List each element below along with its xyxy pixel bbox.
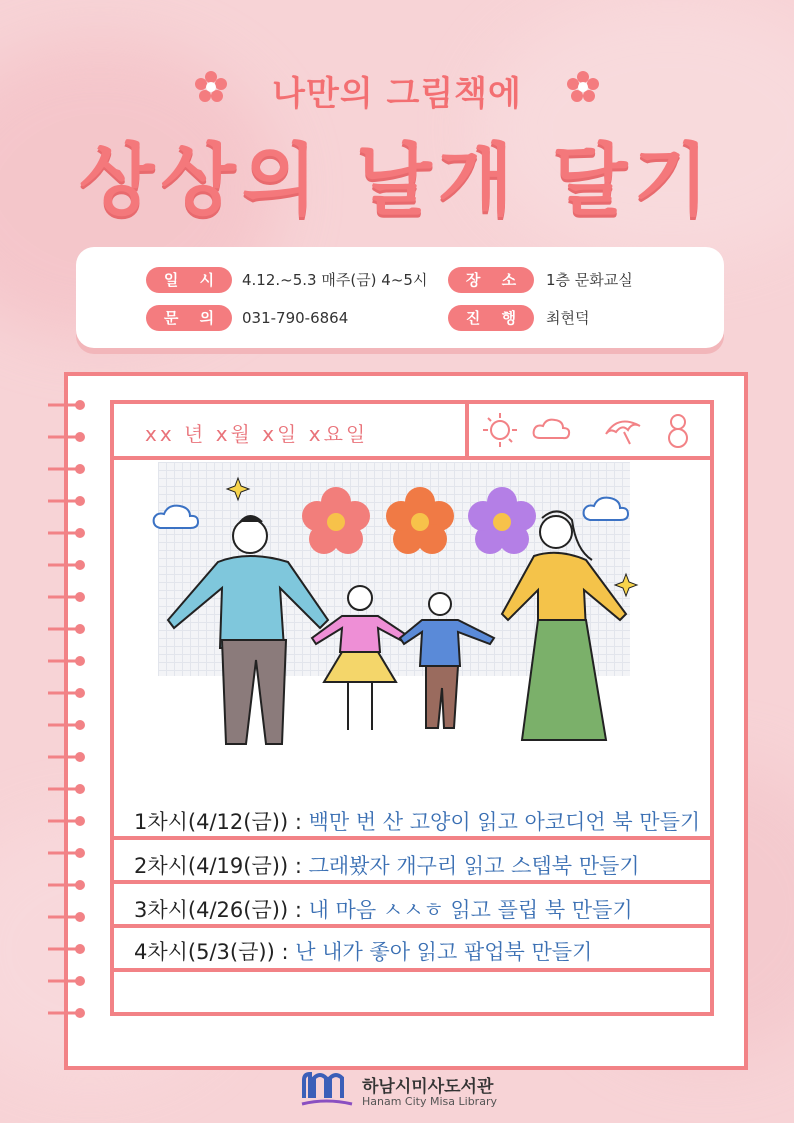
session-item <box>134 850 640 880</box>
cloud-icon <box>154 506 198 528</box>
host-value: 최현덕 <box>546 309 590 327</box>
host-label: 진 행 <box>448 305 534 331</box>
session-item <box>134 806 700 836</box>
spiral-ring-icon <box>46 462 86 476</box>
contact-value: 031-790-6864 <box>242 309 349 327</box>
spiral-ring-icon <box>46 846 86 860</box>
session-label: 2차시(4/19(금)) : <box>134 854 309 878</box>
spiral-ring-icon <box>46 878 86 892</box>
date-value: 4.12.~5.3 매주(금) 4~5시 <box>242 271 428 289</box>
contact-label: 문 의 <box>146 305 232 331</box>
session-desc: 난 내가 좋아 읽고 팝업북 만들기 <box>295 940 593 964</box>
info-card <box>76 247 724 348</box>
session-desc: 내 마음 ㅅㅅㅎ 읽고 플립 북 만들기 <box>308 898 633 922</box>
session-label: 4차시(5/3(금)) : <box>134 940 296 964</box>
session-label: 1차시(4/12(금)) : <box>134 810 309 834</box>
spiral-ring-icon <box>46 942 86 956</box>
library-logo-icon <box>300 1070 354 1110</box>
snowman-icon <box>669 415 687 447</box>
spiral-ring-icon <box>46 494 86 508</box>
weather-icons <box>478 410 704 450</box>
library-name-english: Hanam City Misa Library <box>362 1095 497 1108</box>
session-label: 3차시(4/26(금)) : <box>134 898 309 922</box>
sparkle-icon <box>615 574 637 596</box>
date-label: 일 시 <box>146 267 232 293</box>
session-desc: 백만 번 산 고양이 읽고 아코디언 북 만들기 <box>308 810 701 834</box>
flower-icon <box>468 487 536 554</box>
spiral-ring-icon <box>46 974 86 988</box>
spiral-ring-icon <box>46 590 86 604</box>
session-desc: 그래봤자 개구리 읽고 스텝북 만들기 <box>308 854 640 878</box>
spiral-ring-icon <box>46 750 86 764</box>
flower-icon <box>302 487 370 554</box>
session-item <box>134 936 592 966</box>
session-row-empty <box>110 972 714 1016</box>
cloud-icon <box>534 420 570 439</box>
diary-date-line: xx 년 x월 x일 x요일 <box>145 422 369 446</box>
umbrella-icon <box>606 422 640 445</box>
library-name: 하남시미사도서관 <box>362 1077 494 1097</box>
spiral-ring-icon <box>46 558 86 572</box>
spiral-ring-icon <box>46 814 86 828</box>
sun-icon <box>483 413 517 447</box>
subtitle: 나만의 그림책에 <box>272 74 522 114</box>
spiral-ring-icon <box>46 910 86 924</box>
spiral-ring-icon <box>46 526 86 540</box>
sparkle-icon <box>227 478 249 500</box>
boy-figure <box>400 593 494 728</box>
spiral-ring-icon <box>46 398 86 412</box>
place-label: 장 소 <box>448 267 534 293</box>
spiral-ring-icon <box>46 654 86 668</box>
family-drawing <box>150 470 670 770</box>
page-title: 상상의 날개 달기 <box>79 136 715 226</box>
girl-figure <box>312 586 408 730</box>
cloud-icon <box>584 498 628 520</box>
spiral-ring-icon <box>46 782 86 796</box>
spiral-ring-icon <box>46 686 86 700</box>
father-figure <box>168 516 328 744</box>
spiral-ring-icon <box>46 718 86 732</box>
place-value: 1층 문화교실 <box>546 271 633 289</box>
date-divider <box>465 400 469 460</box>
spiral-ring-icon <box>46 430 86 444</box>
flower-icon <box>386 487 454 554</box>
flower-icon <box>566 70 600 104</box>
session-item <box>134 894 633 924</box>
spiral-ring-icon <box>46 1006 86 1020</box>
spiral-ring-icon <box>46 622 86 636</box>
